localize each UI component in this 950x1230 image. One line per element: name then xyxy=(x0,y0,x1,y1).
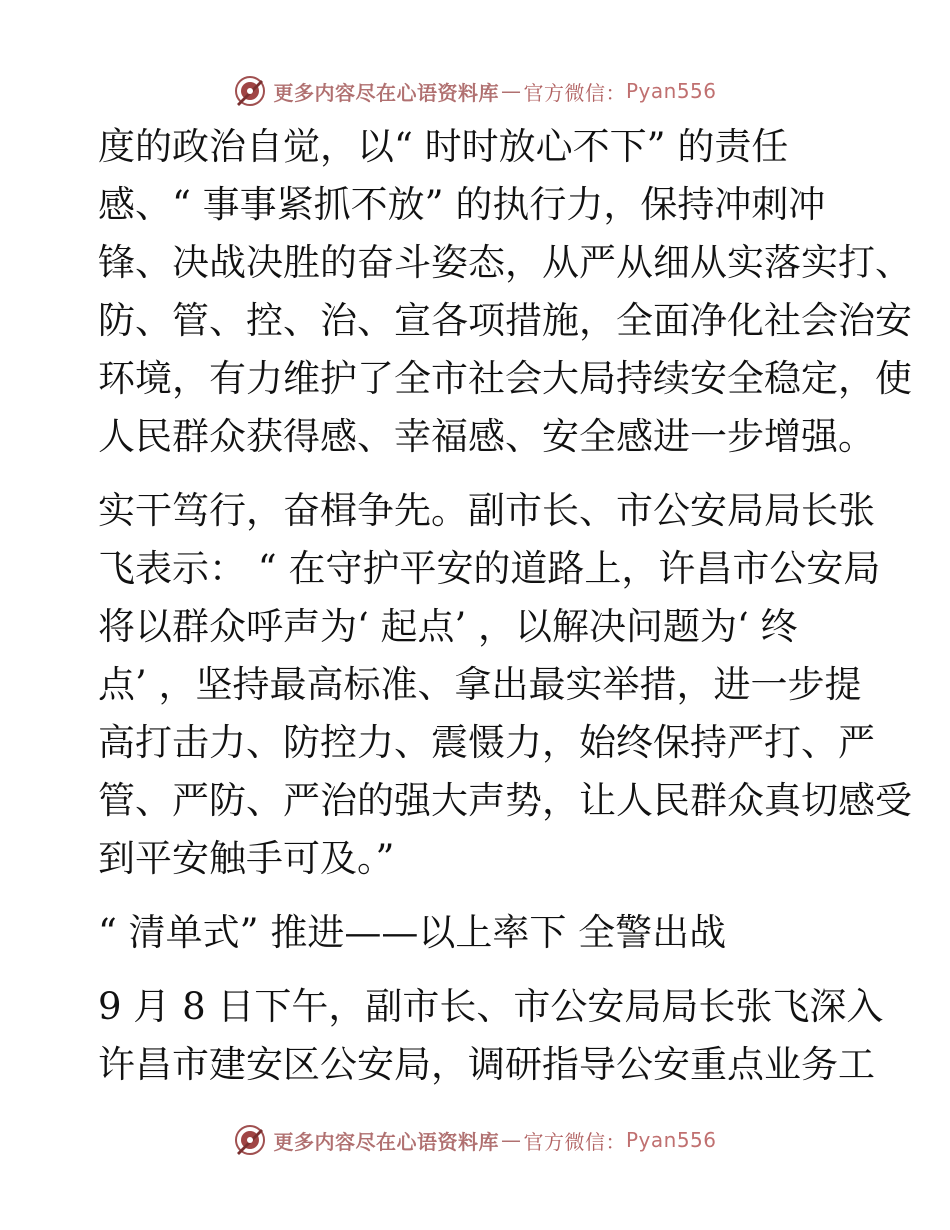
text-line: 管、严防、严治的强大声势，让人民群众真切感受 xyxy=(98,779,912,822)
text-line: 防、管、控、治、宣各项措施，全面净化社会治安 xyxy=(98,299,912,342)
text-line: 飞表示： “ 在守护平安的道路上，许昌市公安局 xyxy=(98,547,881,590)
text-line: 度的政治自觉，以“ 时时放心不下” 的责任 xyxy=(98,125,789,168)
text-line: 环境，有力维护了全市社会大局持续安全稳定，使 xyxy=(98,357,912,400)
watermark-main-text: 更多内容尽在心语资料库 xyxy=(273,1129,499,1154)
paragraph-2 xyxy=(98,482,912,888)
text-line: 9 月 8 日下午，副市长、市公安局局长张飞深入 xyxy=(98,985,884,1028)
text-line: 锋、决战决胜的奋斗姿态，从严从细从实落实打、 xyxy=(98,241,912,284)
pen-logo-icon xyxy=(233,1123,267,1157)
pen-logo-icon xyxy=(233,74,267,108)
text-line: 人民群众获得感、幸福感、安全感进一步增强。 xyxy=(98,415,875,458)
watermark-wechat-label: 官方微信： xyxy=(523,1129,626,1154)
watermark-wechat-id: Pyan556 xyxy=(625,79,717,103)
text-line: 许昌市建安区公安局，调研指导公安重点业务工 xyxy=(98,1043,875,1086)
text-line: 到平安触手可及。” xyxy=(98,837,395,880)
watermark-header xyxy=(0,71,950,111)
text-line: 点’ ，坚持最高标准、拿出最实举措，进一步提 xyxy=(98,663,862,706)
text-line: 将以群众呼声为‘ 起点’ ，以解决问题为‘ 终 xyxy=(98,605,798,648)
section-heading xyxy=(98,904,858,962)
paragraph-3 xyxy=(98,978,884,1094)
watermark-separator: — xyxy=(500,79,522,103)
document-body xyxy=(98,118,912,1094)
watermark-footer xyxy=(0,1120,950,1160)
watermark-wechat-label: 官方微信： xyxy=(523,80,626,105)
text-line: 实干笃行，奋楫争先。副市长、市公安局局长张 xyxy=(98,489,875,532)
watermark-separator: — xyxy=(500,1128,522,1152)
text-line: “ 清单式” 推进——以上率下 全警出战 xyxy=(98,911,727,954)
watermark-main-text: 更多内容尽在心语资料库 xyxy=(273,80,499,105)
text-line: 高打击力、防控力、震慑力，始终保持严打、严 xyxy=(98,721,875,764)
text-line: 感、“ 事事紧抓不放” 的执行力，保持冲刺冲 xyxy=(98,183,826,226)
watermark-wechat-id: Pyan556 xyxy=(625,1128,717,1152)
paragraph-1 xyxy=(98,118,912,466)
